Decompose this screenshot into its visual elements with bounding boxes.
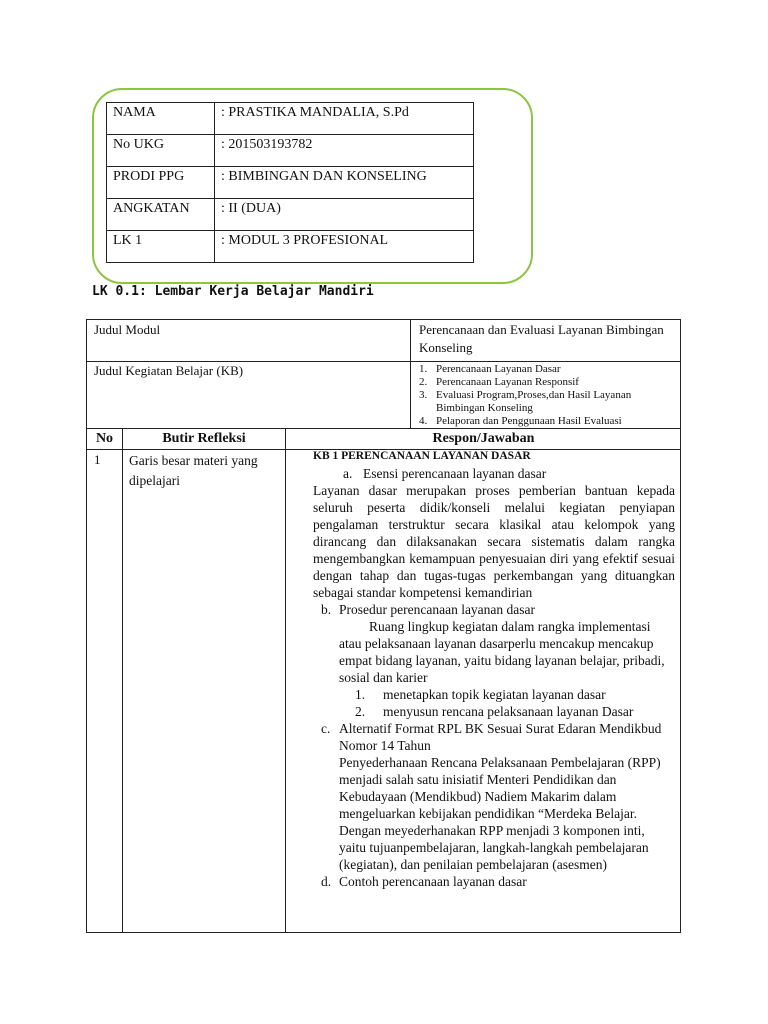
kb-label: Judul Kegiatan Belajar (KB) xyxy=(94,363,244,378)
row-number: 1 xyxy=(94,452,101,467)
section-marker: b. xyxy=(321,602,332,617)
module-title: Perencanaan dan Evaluasi Layanan Bimbingan Konseling xyxy=(419,322,664,355)
list-number: 1. xyxy=(419,363,428,375)
reflection-item: Garis besar materi yang dipelajari xyxy=(129,453,258,488)
identity-value: : II (DUA) xyxy=(215,199,474,231)
response-heading: KB 1 PERENCANAAN LAYANAN DASAR xyxy=(313,450,531,462)
identity-row xyxy=(107,135,474,167)
section-b-body: Ruang lingkup kegiatan dalam rangka implementasi atau pelaksanaan layanan dasarperlu mencakup mencakup empat bidang layanan, yaitu bidang layanan belajar, pribadi, sosial dan karier xyxy=(339,619,665,685)
identity-value: : PRASTIKA MANDALIA, S.Pd xyxy=(215,103,474,135)
list-text: Pelaporan dan Penggunaan Hasil Evaluasi xyxy=(436,415,622,427)
kb-list xyxy=(419,363,677,428)
column-divider xyxy=(285,428,286,932)
column-header-respon: Respon/Jawaban xyxy=(432,431,535,446)
column-header-no: No xyxy=(95,431,114,446)
identity-label: No UKG xyxy=(107,135,215,167)
list-number: 2. xyxy=(419,376,428,388)
identity-row xyxy=(107,103,474,135)
section-title-text: Esensi perencanaan layanan dasar xyxy=(363,466,547,481)
list-item xyxy=(419,363,677,376)
identity-label: PRODI PPG xyxy=(107,167,215,199)
list-number: 4. xyxy=(419,415,428,427)
section-title-text: Alternatif Format RPL BK Sesuai Surat Edaran Mendikbud Nomor 14 Tahun xyxy=(339,721,662,753)
identity-label: LK 1 xyxy=(107,231,215,263)
list-item xyxy=(313,686,675,703)
identity-table xyxy=(106,102,474,263)
list-text: menetapkan topik kegiatan layanan dasar xyxy=(383,687,606,702)
identity-value: : 201503193782 xyxy=(215,135,474,167)
column-header-butir: Butir Refleksi xyxy=(162,431,246,446)
column-divider xyxy=(410,320,411,428)
section-d-title xyxy=(313,873,675,890)
section-title-text: Prosedur perencanaan layanan dasar xyxy=(339,602,536,617)
response-content xyxy=(313,448,675,890)
module-label: Judul Modul xyxy=(94,322,161,337)
list-item xyxy=(419,376,677,389)
identity-row xyxy=(107,167,474,199)
list-text: menyusun rencana pelaksanaan layanan Dasar xyxy=(383,704,634,719)
identity-label: NAMA xyxy=(107,103,215,135)
list-item xyxy=(313,703,675,720)
section-marker: d. xyxy=(321,874,332,889)
list-number: 2. xyxy=(355,704,366,719)
section-c-title xyxy=(313,720,675,754)
list-text: Evaluasi Program,Proses,dan Hasil Layanan Bimbingan Konseling xyxy=(436,389,632,414)
section-c-body: Penyederhanaan Rencana Pelaksanaan Pembelajaran (RPP) menjadi salah satu inisiatif Menteri Pendidikan dan Kebudayaan (Mendikbud) Nadiem Makarim dalam mengeluarkan kebijakan pendidikan “Merdeka Belajar. Dengan meyederhanakan RPP menjadi 3 komponen inti, yaitu tujuanpembelajaran, langkah-langkah pembelajaran (kegiatan), dan penilaian pembelajaran (asesmen) xyxy=(339,755,661,872)
section-b-title xyxy=(313,601,675,618)
list-text: Perencanaan Layanan Dasar xyxy=(436,363,561,375)
list-item xyxy=(419,389,677,415)
section-a-title xyxy=(313,465,675,482)
list-number: 1. xyxy=(355,687,366,702)
list-text: Perencanaan Layanan Responsif xyxy=(436,376,579,388)
section-marker: c. xyxy=(321,721,331,736)
column-divider xyxy=(122,428,123,932)
identity-row xyxy=(107,231,474,263)
list-number: 3. xyxy=(419,389,428,401)
worksheet-title: LK 0.1: Lembar Kerja Belajar Mandiri xyxy=(92,284,374,299)
list-item xyxy=(419,415,677,428)
section-title-text: Contoh perencanaan layanan dasar xyxy=(339,874,527,889)
identity-value: : MODUL 3 PROFESIONAL xyxy=(215,231,474,263)
row-divider xyxy=(87,428,680,429)
identity-label: ANGKATAN xyxy=(107,199,215,231)
identity-row xyxy=(107,199,474,231)
worksheet-table xyxy=(86,319,681,933)
section-marker: a. xyxy=(343,466,353,481)
identity-value: : BIMBINGAN DAN KONSELING xyxy=(215,167,474,199)
section-a-body: Layanan dasar merupakan proses pemberian bantuan kepada seluruh peserta didik/konseli melalui kegiatan penyiapan pengalaman terstruktur secara klasikal atau kelompok yang dirancang dan dilaksanakan secara sistematis dalam rangka mengembangkan kemampuan penyesuaian diri yang efektif sesuai dengan tahap dan tugas-tugas perkembangan yang dituangkan sebagai standar kompetensi kemandirian xyxy=(313,483,675,600)
